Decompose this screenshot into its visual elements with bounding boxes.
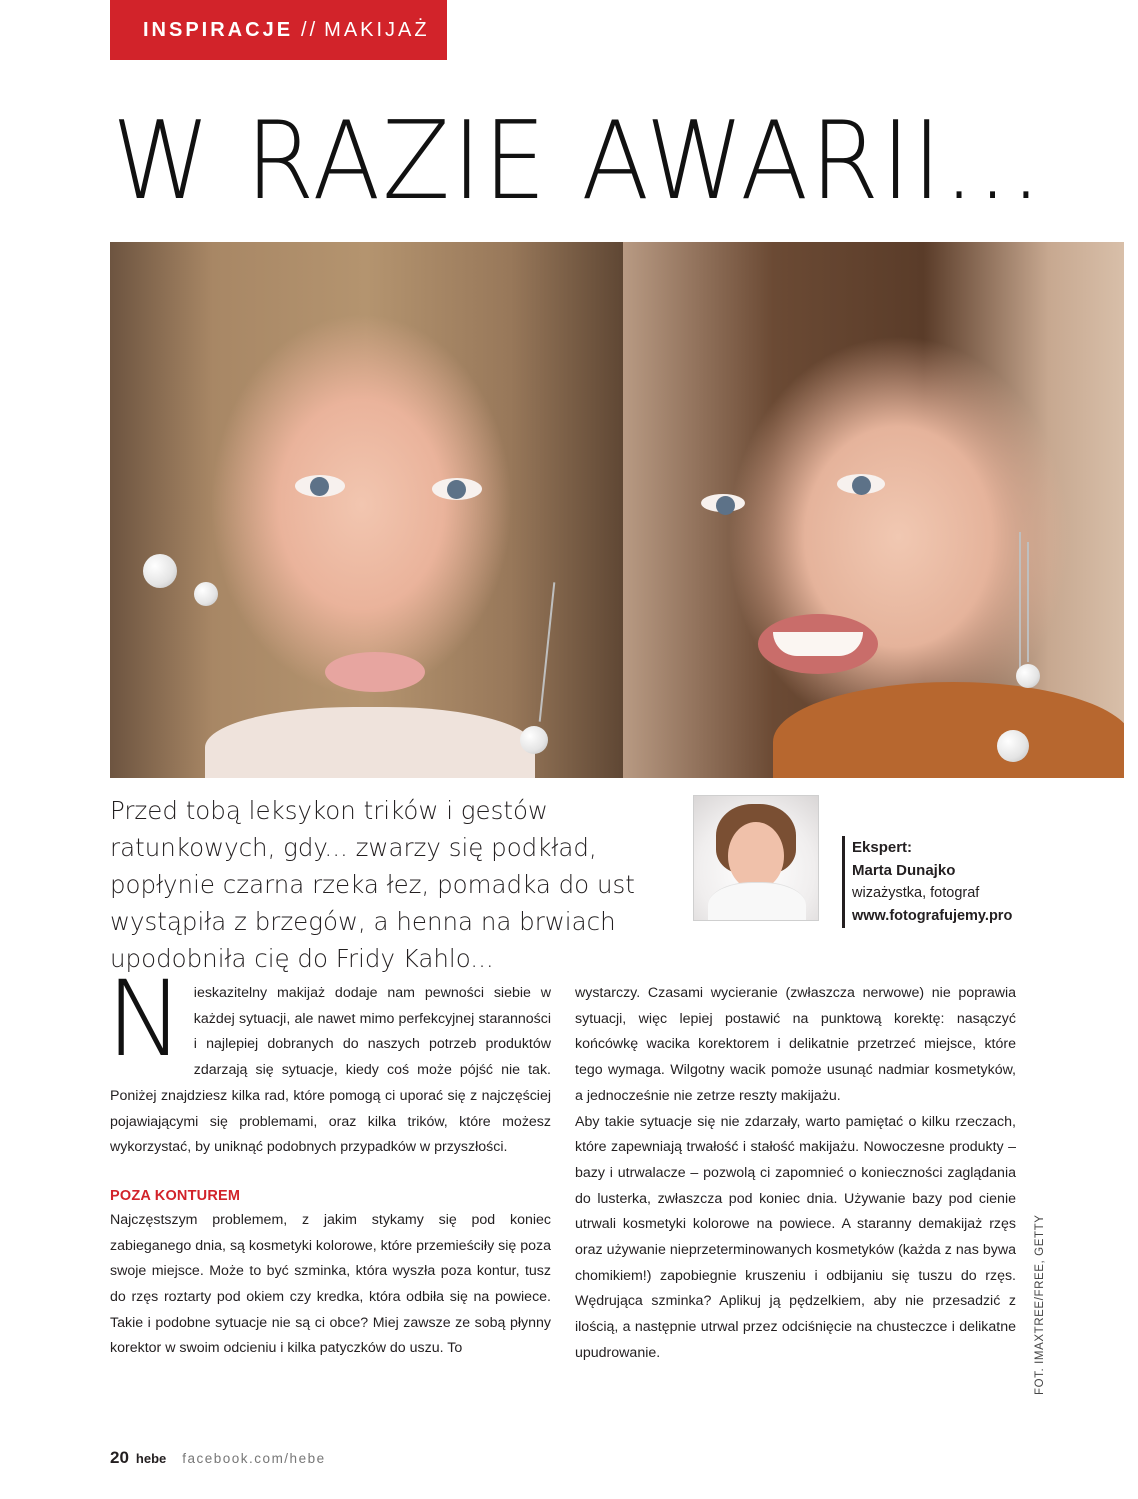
photo-model-left [110,242,623,778]
intro-text: ieskazitelny makijaż dodaje nam pewności siebie w każdej sytuacji, ale nawet mimo perfekcyjnej staranności i najlepiej dobranych do naszych potrzeb produktów zdarzają się sytuacje, kiedy coś może pójść nie tak. Poniżej znajdziesz kilka rad, które pomogą ci uporać się z najczęściej pojawiającymi się problemami, oraz kilka trików, które możesz wykorzystać, by uniknąć podobnych przypadków w przyszłości. [110,985,551,1156]
expert-scarf [708,882,806,921]
pearl-earring [143,554,177,588]
expert-label: Ekspert: [852,839,913,856]
lips [325,652,425,692]
section-paragraph: Najczęstszym problemem, z jakim stykamy się pod koniec zabieganego dnia, są kosmetyki kolorowe, które przemieściły się poza swoje miejsce. Może to być szminka, która wyszła poza kontur, tusz do rzęs roztarty pod okiem czy kredka, która odbiła się na powiece. Takie i podobne sytuacje nie są ci obce? Miej zawsze ze sobą płynny korektor w swoim odcieniu i kilka patyczków do uszu. To [110,1211,551,1357]
orange-coat [773,682,1124,778]
column2-paragraph-1: wystarczy. Czasami wycieranie (zwłaszcza nerwowe) nie poprawia sytuacji, więc lepiej postawić na punktową korektę: nasączyć końcówkę wacika korektorem i delikatnie przetrzeć miejsce, które tego wymaga. Wilgotny wacik pomoże usunąć nadmiar kosmetyków, a jednocześnie nie zetrze reszty makijażu. [575,985,1016,1104]
expert-website-link[interactable]: www.fotografujemy.pro [852,908,1013,924]
pearl-drop-large [997,730,1029,762]
article-column-1 [106,958,551,1362]
left-eye [701,494,745,512]
photo-credit: FOT. IMAXTREE/FREE, GETTY [1034,1214,1046,1395]
photo-model-right [623,242,1124,778]
section-subhead: POZA KONTUREM [110,1187,241,1204]
column2-paragraph-2: Aby takie sytuacje się nie zdarzały, warto pamiętać o kilku rzeczach, które zapewniają trwałość i stałość makijażu. Nowoczesne produkty – bazy i utrwalacze – pozwolą ci zapomnieć o konieczności zaglądania do lusterka, zwłaszcza pod koniec dnia. Używanie bazy pod cienie utrwali kosmetyki kolorowe na powiece. A staranny demakijaż rzęs oraz używanie nieprzeterminowanych kosmetyków (każda z nas bywa chomikiem!) zapobiegnie kruszeniu i odbijaniu się tuszu do rzęs. Wędrująca szminka? Aplikuj ją pędzelkiem, aby nie przesadzić z ilością, a następnie utrwal przez odciśnięcie na chusteczce i delikatne upudrowanie. [575,1113,1016,1361]
expert-face [728,822,784,890]
left-eye [295,475,345,497]
right-eye [837,474,885,494]
earring-chain [1019,532,1021,682]
expert-portrait [693,795,819,921]
expert-name: Marta Dunajko [852,862,956,879]
teeth [773,632,863,656]
article-column-2 [575,981,1016,1367]
magazine-logo: hebe [135,1451,167,1466]
section-banner [110,0,447,60]
section-subcategory: MAKIJAŻ [324,18,430,41]
pearl-drop [520,726,548,754]
drop-cap: N [106,958,184,1080]
right-eye [432,478,482,500]
page-footer [110,1448,326,1468]
turtleneck-collar [205,707,535,778]
facebook-link[interactable]: facebook.com/hebe [182,1451,326,1466]
section-separator: // [301,18,319,41]
lead-paragraph: Przed tobą leksykon trików i gestów ratunkowych, gdy... zwarzy się podkład, popłynie czarna rzeka łez, pomadka do ust wystąpiła z brzegów, a henna na brwiach upodobniła cię do Fridy Kahlo... [110,796,635,973]
page-number: 20 [110,1448,129,1467]
earring-chain [539,582,556,721]
pearl-earring-small [194,582,218,606]
pearl-drop [1016,664,1040,688]
expert-info [842,836,1012,928]
intro-paragraph [106,958,551,1161]
headline: W RAZIE AWARII... [112,99,1044,224]
earring-chain [1027,542,1029,662]
expert-role: wizażystka, fotograf [852,885,980,901]
section-category: INSPIRACJE [143,18,294,41]
